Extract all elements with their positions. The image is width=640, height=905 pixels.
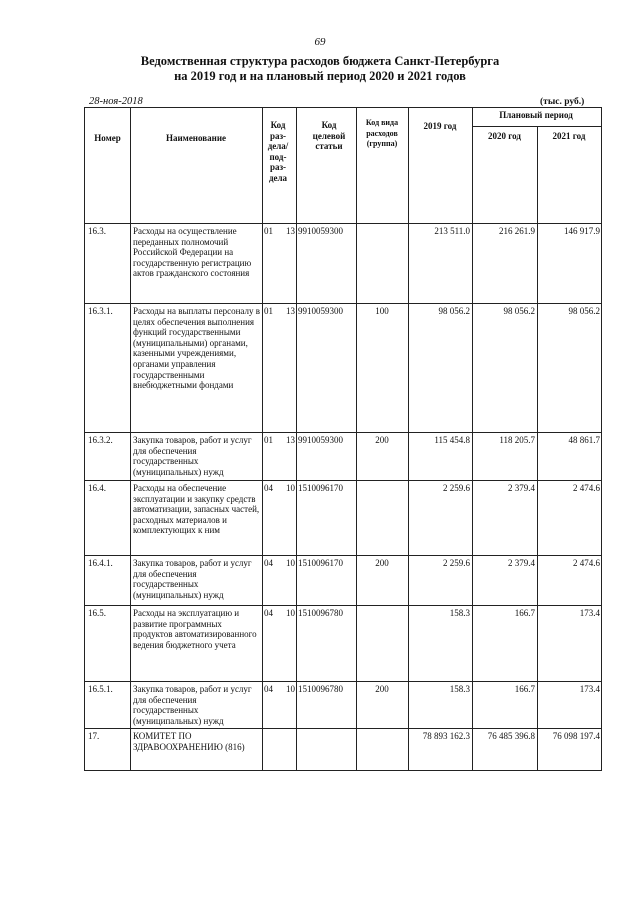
row-value-2021: 2 474.6	[573, 558, 600, 568]
row-value-2019: 98 056.2	[438, 306, 470, 316]
row-value-2019: 158.3	[449, 608, 470, 618]
row-divider	[84, 681, 602, 682]
row-value-2019: 2 259.6	[443, 558, 470, 568]
row-value-2019: 115 454.8	[434, 435, 470, 445]
row-value-2020: 98 056.2	[503, 306, 535, 316]
row-expense-type-code: 200	[375, 684, 389, 694]
row-value-2020: 2 379.4	[508, 558, 535, 568]
column-divider	[130, 107, 131, 771]
title-line-1: Ведомственная структура расходов бюджета Санкт-Петербурга	[140, 54, 500, 68]
header-year-2019: 2019 год	[423, 121, 457, 131]
row-section-code: 01	[264, 226, 273, 236]
row-expense-type-code: 100	[375, 306, 389, 316]
column-divider	[84, 107, 85, 771]
row-number: 16.3.2.	[88, 435, 113, 445]
row-section-code: 04	[264, 483, 273, 493]
row-name: Расходы на эксплуатацию и развитие программных продуктов автоматизированного ведения бюджетного учета	[133, 608, 257, 650]
row-target-code: 9910059300	[298, 306, 343, 316]
row-value-2020: 76 485 396.8	[487, 731, 535, 741]
row-subsection-code: 13	[286, 435, 295, 445]
column-divider	[262, 107, 263, 771]
row-number: 16.5.	[88, 608, 106, 618]
header-name: Наименование	[166, 133, 226, 143]
row-value-2021: 173.4	[579, 684, 600, 694]
title-line-2: на 2019 год и на плановый период 2020 и 2021 годов	[174, 69, 466, 83]
row-name: Закупка товаров, работ и услуг для обеспечения государственных (муниципальных) нужд	[133, 684, 252, 726]
row-name: Закупка товаров, работ и услуг для обеспечения государственных (муниципальных) нужд	[133, 558, 252, 600]
row-number: 16.4.	[88, 483, 106, 493]
row-value-2020: 216 261.9	[499, 226, 535, 236]
row-value-2021: 98 056.2	[568, 306, 600, 316]
row-value-2019: 2 259.6	[443, 483, 470, 493]
header-target-code: Код целевой статьи	[312, 120, 346, 151]
row-section-code: 04	[264, 608, 273, 618]
row-expense-type-code: 200	[375, 435, 389, 445]
header-number: Номер	[94, 133, 121, 143]
page-number: 69	[314, 36, 326, 48]
column-divider	[537, 126, 538, 771]
row-subsection-code: 10	[286, 684, 295, 694]
row-target-code: 1510096780	[298, 684, 343, 694]
header-section-code: Код раз- дела/ под- раз- дела	[267, 120, 289, 183]
row-number: 16.4.1.	[88, 558, 113, 568]
row-name: КОМИТЕТ ПО ЗДРАВООХРАНЕНИЮ (816)	[133, 731, 245, 752]
row-divider	[84, 770, 602, 771]
table-border-top	[84, 107, 602, 108]
row-number: 16.3.1.	[88, 306, 113, 316]
header-planned-period: Плановый период	[499, 110, 573, 120]
header-bottom-line	[84, 223, 602, 224]
row-divider	[84, 303, 602, 304]
row-expense-type-code: 200	[375, 558, 389, 568]
row-section-code: 01	[264, 306, 273, 316]
row-subsection-code: 10	[286, 558, 295, 568]
row-value-2019: 158.3	[449, 684, 470, 694]
row-value-2019: 78 893 162.3	[422, 731, 470, 741]
row-divider	[84, 728, 602, 729]
row-number: 17.	[88, 731, 100, 741]
row-value-2019: 213 511.0	[434, 226, 470, 236]
column-divider	[296, 107, 297, 771]
row-value-2020: 166.7	[514, 684, 535, 694]
row-value-2021: 48 861.7	[568, 435, 600, 445]
row-target-code: 1510096170	[298, 558, 343, 568]
row-subsection-code: 13	[286, 226, 295, 236]
row-divider	[84, 480, 602, 481]
row-target-code: 1510096780	[298, 608, 343, 618]
row-name: Закупка товаров, работ и услуг для обеспечения государственных (муниципальных) нужд	[133, 435, 252, 477]
row-divider	[84, 555, 602, 556]
row-value-2021: 146 917.9	[564, 226, 600, 236]
row-subsection-code: 10	[286, 483, 295, 493]
row-number: 16.3.	[88, 226, 106, 236]
column-divider	[601, 107, 602, 771]
row-section-code: 04	[264, 558, 273, 568]
header-year-2020: 2020 год	[488, 131, 521, 141]
row-target-code: 1510096170	[298, 483, 343, 493]
row-number: 16.5.1.	[88, 684, 113, 694]
header-year-2021: 2021 год	[552, 131, 586, 141]
row-name: Расходы на осуществление переданных полномочий Российской Федерации на государственную регистрацию актов гражданского состояния	[133, 226, 252, 279]
header-expense-type-code: Код вида расходов (группа)	[365, 118, 399, 148]
row-value-2021: 2 474.6	[573, 483, 600, 493]
row-name: Расходы на обеспечение эксплуатации и закупку средств автоматизации, запасных частей, расходных материалов и комплектующих к ним	[133, 483, 260, 536]
row-value-2020: 2 379.4	[508, 483, 535, 493]
document-date: 28-ноя-2018	[89, 96, 143, 107]
column-divider	[356, 107, 357, 771]
row-target-code: 9910059300	[298, 226, 343, 236]
row-value-2020: 166.7	[514, 608, 535, 618]
row-divider	[84, 432, 602, 433]
row-name: Расходы на выплаты персоналу в целях обеспечения выполнения функций государственными (муниципальными) органами, казенными учреждениями, органами управления государственными внебюджетными фондами	[133, 306, 260, 391]
units-label: (тыс. руб.)	[540, 97, 585, 107]
row-value-2020: 118 205.7	[499, 435, 535, 445]
row-divider	[84, 605, 602, 606]
row-section-code: 01	[264, 435, 273, 445]
row-value-2021: 173.4	[579, 608, 600, 618]
row-subsection-code: 10	[286, 608, 295, 618]
row-target-code: 9910059300	[298, 435, 343, 445]
row-subsection-code: 13	[286, 306, 295, 316]
row-section-code: 04	[264, 684, 273, 694]
row-value-2021: 76 098 197.4	[552, 731, 600, 741]
